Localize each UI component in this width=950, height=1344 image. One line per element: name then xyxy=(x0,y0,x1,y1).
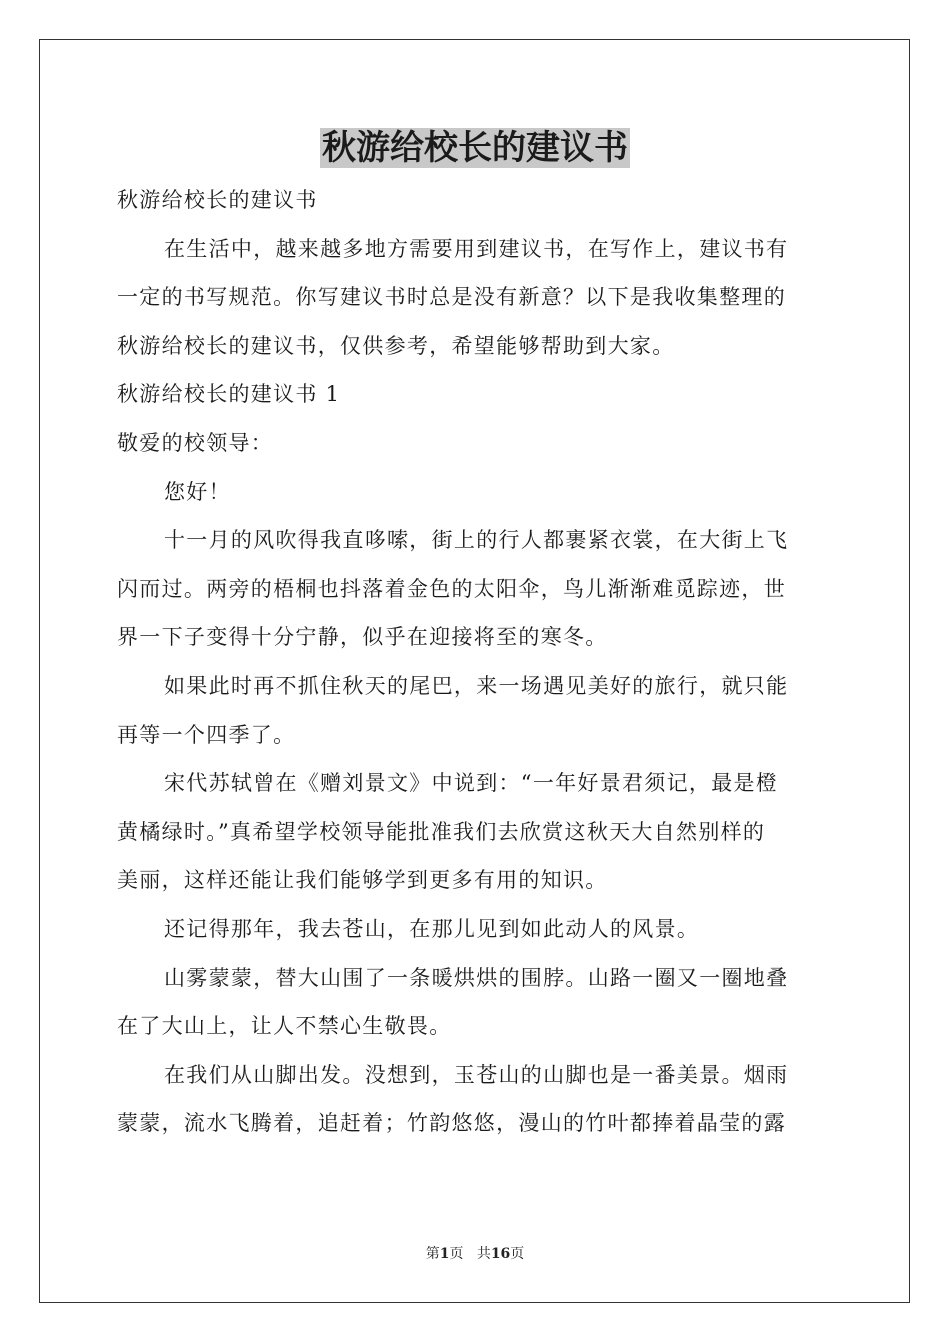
text-line: 宋代苏轼曾在《赠刘景文》中说到：“一年好景君须记，最是橙 xyxy=(164,771,779,796)
text-line: 界一下子变得十分宁静，似乎在迎接将至的寒冬。 xyxy=(117,625,608,650)
text-line: 闪而过。两旁的梧桐也抖落着金色的太阳伞，鸟儿渐渐难觅踪迹，世 xyxy=(117,576,786,601)
text-line: 黄橘绿时。”真希望学校领导能批准我们去欣赏这秋天大自然别样的 xyxy=(117,819,766,844)
text-line: 秋游给校长的建议书 1 xyxy=(117,382,341,407)
text-line: 十一月的风吹得我直哆嗦，街上的行人都裹紧衣裳，在大街上飞 xyxy=(164,528,789,553)
footer-page-prefix: 第 xyxy=(425,1246,440,1262)
text-line: 再等一个四季了。 xyxy=(117,722,296,747)
footer-page-number: 1 xyxy=(439,1246,450,1262)
footer-total-prefix: 共 xyxy=(476,1246,491,1262)
text-line: 美丽，这样还能让我们能够学到更多有用的知识。 xyxy=(117,868,608,893)
footer-page-suffix: 页 xyxy=(449,1246,464,1262)
text-line: 秋游给校长的建议书 xyxy=(117,188,318,212)
document-title xyxy=(0,126,950,170)
text-line: 还记得那年，我去苍山，在那儿见到如此动人的风景。 xyxy=(164,916,700,941)
text-line: 在了大山上，让人不禁心生敬畏。 xyxy=(117,1014,452,1039)
text-line: 在生活中，越来越多地方需要用到建议书，在写作上，建议书有 xyxy=(164,236,789,261)
text-line: 秋游给校长的建议书，仅供参考，希望能够帮助到大家。 xyxy=(117,333,675,358)
footer-total-pages: 16 xyxy=(490,1246,511,1262)
document-title-text: 秋游给校长的建议书 xyxy=(322,128,628,168)
text-line: 如果此时再不抓住秋天的尾巴，来一场遇见美好的旅行，就只能 xyxy=(164,673,789,698)
text-line: 在我们从山脚出发。没想到，玉苍山的山脚也是一番美景。烟雨 xyxy=(164,1062,789,1087)
text-line: 敬爱的校领导： xyxy=(117,430,274,455)
document-body xyxy=(117,176,833,1148)
footer-total-suffix: 页 xyxy=(510,1246,525,1262)
page-footer xyxy=(0,1244,950,1264)
text-line: 您好！ xyxy=(164,479,231,504)
text-line: 山雾蒙蒙，替大山围了一条暖烘烘的围脖。山路一圈又一圈地叠 xyxy=(164,965,789,990)
text-line: 一定的书写规范。你写建议书时总是没有新意？以下是我收集整理的 xyxy=(117,285,786,310)
text-line: 蒙蒙，流水飞腾着，追赶着；竹韵悠悠，漫山的竹叶都捧着晶莹的露 xyxy=(117,1111,786,1136)
